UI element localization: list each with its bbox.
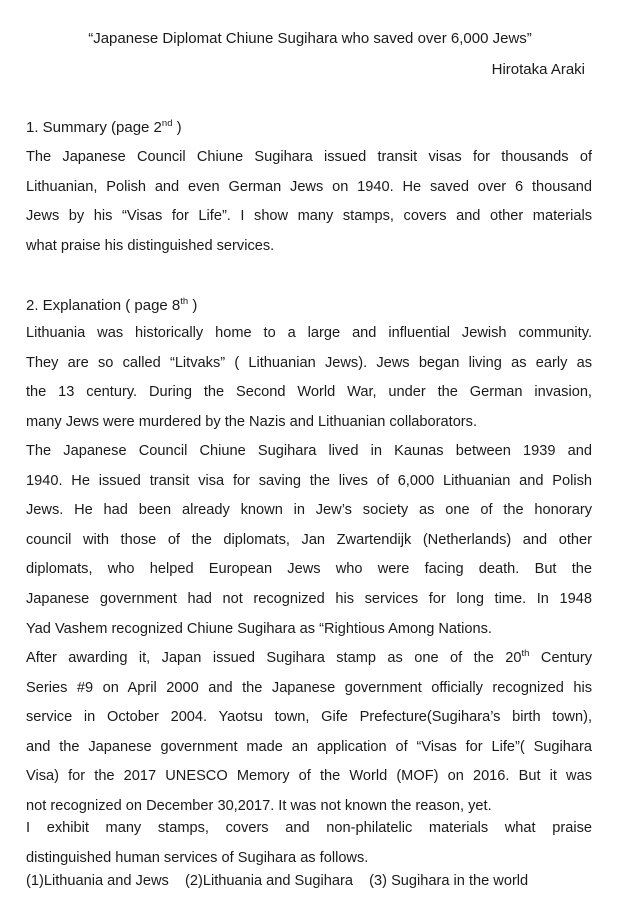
text-line-start: After awarding it, Japan issued Sugihara stamp as one of the 20 [26,650,522,666]
text-line: what praise his distinguished services. [26,237,275,254]
text-line-tail: Century [529,650,592,666]
section-heading-text: 2. Explanation ( page 8 [26,297,181,314]
ordinal-suffix: th [180,296,189,307]
document-author: Hirotaka Araki [491,61,585,78]
text-line: the 13 century. During the Second World War, under the German invasion, [26,384,592,401]
text-line: They are so called “Litvaks” ( Lithuanian Jews). Jews began living as early as [26,354,592,371]
text-line: The Japanese Council Chiune Sugihara issued transit visas for thousands of [26,149,592,165]
text-line: Visa) for the 2017 UNESCO Memory of the World (MOF) on 2016. But it was [26,768,592,785]
document-title: “Japanese Diplomat Chiune Sugihara who saved over 6,000 Jews” [88,30,532,47]
text-line: Lithuania was historically home to a large and influential Jewish community. [26,325,592,341]
text-line: Series #9 on April 2000 and the Japanese government officially recognized his [26,679,592,696]
text-line: distinguished human services of Sugihara as follows. [26,849,369,866]
list-item: (1)Lithuania and Jews [26,873,169,889]
paragraph-stamp [26,644,592,822]
text-line: diplomats, who helped European Jews who were facing death. But the [26,561,592,578]
text-line: Lithuanian, Polish and even German Jews on 1940. He saved over 6 thousand [26,178,592,195]
text-line [26,644,592,674]
list-item: (3) Sugihara in the world [369,873,529,889]
text-line: not recognized on December 30,2017. It was not known the reason, yet. [26,797,492,814]
list-item: (2)Lithuania and Sugihara [185,873,353,889]
paragraph-summary [26,143,592,261]
chapter-list [26,873,528,889]
paragraph-exhibit [26,814,592,873]
text-line: I exhibit many stamps, covers and non-philatelic materials what praise [26,820,592,836]
section-heading-explanation [26,297,197,314]
text-line: Japanese government had not recognized his services for long time. In 1948 [26,590,592,607]
section-heading-tail: ) [188,297,198,314]
ordinal-suffix: th [521,648,530,660]
text-line: and the Japanese government made an application of “Visas for Life”( Sugihara [26,738,592,755]
text-line: Yad Vashem recognized Chiune Sugihara as “Rightious Among Nations. [26,620,492,637]
text-line: Jews. He had been already known in Jew’s society as one of the honorary [26,502,592,519]
text-line: many Jews were murdered by the Nazis and Lithuanian collaborators. [26,413,478,430]
paragraph-kaunas [26,437,592,644]
section-heading-tail: ) [172,119,182,136]
ordinal-suffix: nd [161,118,173,129]
text-line: Jews by his “Visas for Life”. I show many stamps, covers and other materials [26,208,592,225]
text-line: 1940. He issued transit visa for saving the lives of 6,000 Lithuanian and Polish [26,472,592,489]
text-line: council with those of the diplomats, Jan Zwartendijk (Netherlands) and other [26,531,592,548]
text-line: service in October 2004. Yaotsu town, Gife Prefecture(Sugihara’s birth town), [26,709,592,726]
text-line: The Japanese Council Chiune Sugihara lived in Kaunas between 1939 and [26,443,592,459]
section-heading-summary [26,119,182,136]
section-heading-text: 1. Summary (page 2 [26,119,162,136]
paragraph-lithuania [26,319,592,437]
